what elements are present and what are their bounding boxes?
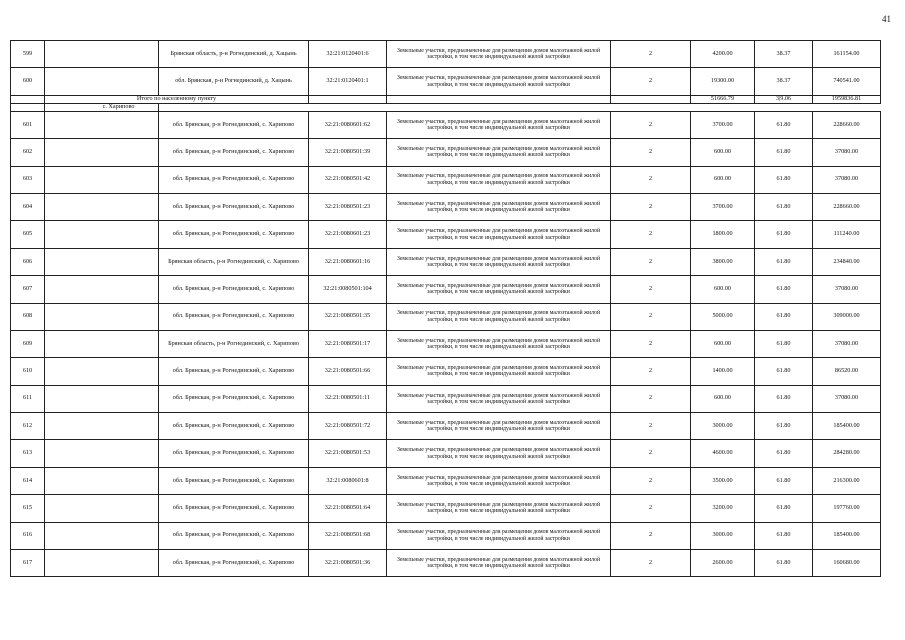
row-area: 1800.00 — [691, 221, 755, 248]
row-category: 2 — [611, 139, 691, 166]
row-address: обл. Брянская, р-н Рогнединский, с. Харипово — [159, 495, 309, 522]
row-blank — [45, 440, 159, 467]
row-area: 3200.00 — [691, 495, 755, 522]
table-row — [11, 303, 881, 330]
row-category: 2 — [611, 550, 691, 577]
row-value: 234840.00 — [813, 248, 881, 275]
row-address: обл. Брянская, р-н Рогнединский, с. Харипово — [159, 111, 309, 138]
row-number: 613 — [11, 440, 45, 467]
row-address: обл. Брянская, р-н Рогнединский, с. Харипово — [159, 550, 309, 577]
row-category: 2 — [611, 221, 691, 248]
row-cadastral-number: 32:21:0080601:23 — [309, 221, 387, 248]
row-value: 309000.00 — [813, 303, 881, 330]
row-purpose: Земельные участки, предназначенные для размещения домов малоэтажной жилой застройки, в том числе индивидуальной жилой застройки — [387, 193, 611, 220]
row-address: обл. Брянская, р-н Рогнединский, с. Харипово — [159, 522, 309, 549]
row-number: 607 — [11, 276, 45, 303]
row-number: 615 — [11, 495, 45, 522]
row-purpose: Земельные участки, предназначенные для размещения домов малоэтажной жилой застройки, в том числе индивидуальной жилой застройки — [387, 111, 611, 138]
row-purpose: Земельные участки, предназначенные для размещения домов малоэтажной жилой застройки, в том числе индивидуальной жилой застройки — [387, 166, 611, 193]
row-blank — [45, 193, 159, 220]
row-address: обл. Брянская, р-н Рогнединский, с. Харипово — [159, 358, 309, 385]
row-value: 740541.00 — [813, 68, 881, 95]
settlement-row — [11, 103, 881, 111]
row-purpose: Земельные участки, предназначенные для размещения домов малоэтажной жилой застройки, в том числе индивидуальной жилой застройки — [387, 248, 611, 275]
row-purpose: Земельные участки, предназначенные для размещения домов малоэтажной жилой застройки, в том числе индивидуальной жилой застройки — [387, 413, 611, 440]
settlement-name: с. Харипово — [45, 103, 159, 111]
row-purpose: Земельные участки, предназначенные для размещения домов малоэтажной жилой застройки, в том числе индивидуальной жилой застройки — [387, 495, 611, 522]
row-purpose: Земельные участки, предназначенные для размещения домов малоэтажной жилой застройки, в том числе индивидуальной жилой застройки — [387, 276, 611, 303]
table-row — [11, 166, 881, 193]
settlement-blank — [11, 103, 45, 111]
table-row — [11, 276, 881, 303]
subtotal-value: 1959836.81 — [813, 95, 881, 103]
row-blank — [45, 522, 159, 549]
row-area: 4200.00 — [691, 41, 755, 68]
row-blank — [45, 111, 159, 138]
row-number: 610 — [11, 358, 45, 385]
row-category: 2 — [611, 330, 691, 357]
row-rate: 61.80 — [755, 166, 813, 193]
row-value: 37080.00 — [813, 139, 881, 166]
row-rate: 38.37 — [755, 41, 813, 68]
row-area: 3800.00 — [691, 248, 755, 275]
row-category: 2 — [611, 495, 691, 522]
table-row — [11, 41, 881, 68]
row-number: 601 — [11, 111, 45, 138]
row-address: обл. Брянская, р-н Рогнединский, с. Харипово — [159, 440, 309, 467]
row-value: 37080.00 — [813, 385, 881, 412]
row-purpose: Земельные участки, предназначенные для размещения домов малоэтажной жилой застройки, в том числе индивидуальной жилой застройки — [387, 221, 611, 248]
row-address: Брянская область, р-н Рогнединский, д. Хацынь — [159, 41, 309, 68]
table-row — [11, 550, 881, 577]
row-area: 19300.00 — [691, 68, 755, 95]
row-area: 3700.00 — [691, 193, 755, 220]
row-address: обл. Брянская, р-н Рогнединский, с. Харипово — [159, 467, 309, 494]
row-area: 600.00 — [691, 385, 755, 412]
row-rate: 61.80 — [755, 467, 813, 494]
row-area: 600.00 — [691, 330, 755, 357]
table-row — [11, 193, 881, 220]
land-cadastral-table — [10, 40, 881, 577]
row-category: 2 — [611, 41, 691, 68]
row-blank — [45, 303, 159, 330]
row-purpose: Земельные участки, предназначенные для размещения домов малоэтажной жилой застройки, в том числе индивидуальной жилой застройки — [387, 385, 611, 412]
row-blank — [45, 166, 159, 193]
row-number: 611 — [11, 385, 45, 412]
row-rate: 61.80 — [755, 522, 813, 549]
table-body-bottom — [11, 111, 881, 577]
row-area: 4600.00 — [691, 440, 755, 467]
row-rate: 61.80 — [755, 139, 813, 166]
row-blank — [45, 276, 159, 303]
row-area: 3000.00 — [691, 522, 755, 549]
subtotal-label: Итого по населенному пункту — [45, 95, 309, 103]
row-blank — [45, 385, 159, 412]
row-cadastral-number: 32:21:0080501:72 — [309, 413, 387, 440]
row-value: 185400.00 — [813, 413, 881, 440]
row-area: 2600.00 — [691, 550, 755, 577]
row-purpose: Земельные участки, предназначенные для размещения домов малоэтажной жилой застройки, в том числе индивидуальной жилой застройки — [387, 467, 611, 494]
row-address: обл. Брянская, р-н Рогнединский, с. Харипово — [159, 276, 309, 303]
subtotal-area: 51666.79 — [691, 95, 755, 103]
row-blank — [45, 495, 159, 522]
row-area: 3500.00 — [691, 467, 755, 494]
row-blank — [45, 358, 159, 385]
row-cadastral-number: 32:21:0120401:6 — [309, 41, 387, 68]
row-number: 605 — [11, 221, 45, 248]
row-address: обл. Брянская, р-н Рогнединский, с. Харипово — [159, 385, 309, 412]
row-cadastral-number: 32:21:0080601:8 — [309, 467, 387, 494]
row-cadastral-number: 32:21:0080601:62 — [309, 111, 387, 138]
row-category: 2 — [611, 303, 691, 330]
row-rate: 38.37 — [755, 68, 813, 95]
row-blank — [45, 221, 159, 248]
row-rate: 61.80 — [755, 550, 813, 577]
row-category: 2 — [611, 385, 691, 412]
table-row — [11, 440, 881, 467]
row-rate: 61.80 — [755, 221, 813, 248]
row-number: 606 — [11, 248, 45, 275]
row-value: 37080.00 — [813, 166, 881, 193]
row-cadastral-number: 32:21:0080501:17 — [309, 330, 387, 357]
row-category: 2 — [611, 522, 691, 549]
row-value: 228660.00 — [813, 193, 881, 220]
row-cadastral-number: 32:21:0080501:39 — [309, 139, 387, 166]
subtotal-rate: 3|9.06 — [755, 95, 813, 103]
row-category: 2 — [611, 68, 691, 95]
row-blank — [45, 413, 159, 440]
row-number: 603 — [11, 166, 45, 193]
row-number: 600 — [11, 68, 45, 95]
subtotal-blank-cat — [611, 95, 691, 103]
row-purpose: Земельные участки, предназначенные для размещения домов малоэтажной жилой застройки, в том числе индивидуальной жилой застройки — [387, 522, 611, 549]
row-address: Брянская область, р-н Рогнединский, с. Харипово — [159, 330, 309, 357]
row-blank — [45, 467, 159, 494]
row-area: 5000.00 — [691, 303, 755, 330]
row-category: 2 — [611, 193, 691, 220]
row-cadastral-number: 32:21:0080501:68 — [309, 522, 387, 549]
row-address: обл. Брянская, р-н Рогнединский, с. Харипово — [159, 193, 309, 220]
row-cadastral-number: 32:21:0080601:16 — [309, 248, 387, 275]
row-rate: 61.80 — [755, 111, 813, 138]
row-rate: 61.80 — [755, 276, 813, 303]
table-row — [11, 358, 881, 385]
row-rate: 61.80 — [755, 358, 813, 385]
row-category: 2 — [611, 358, 691, 385]
row-number: 617 — [11, 550, 45, 577]
row-cadastral-number: 32:21:0120401:1 — [309, 68, 387, 95]
row-category: 2 — [611, 440, 691, 467]
row-value: 37080.00 — [813, 276, 881, 303]
subtotal-blank-cad — [309, 95, 387, 103]
row-value: 86520.00 — [813, 358, 881, 385]
row-blank — [45, 550, 159, 577]
row-value: 228660.00 — [813, 111, 881, 138]
row-cadastral-number: 32:21:0080501:36 — [309, 550, 387, 577]
row-value: 161154.00 — [813, 41, 881, 68]
row-rate: 61.80 — [755, 413, 813, 440]
row-blank — [45, 41, 159, 68]
row-address: обл. Брянская, р-н Рогнединский, с. Харипово — [159, 221, 309, 248]
row-address: обл. Брянская, р-н Рогнединский, с. Харипово — [159, 139, 309, 166]
row-value: 37080.00 — [813, 330, 881, 357]
row-rate: 61.80 — [755, 385, 813, 412]
row-blank — [45, 68, 159, 95]
row-address: Брянская область, р-н Рогнединский, с. Харипово — [159, 248, 309, 275]
table-row — [11, 248, 881, 275]
row-purpose: Земельные участки, предназначенные для размещения домов малоэтажной жилой застройки, в том числе индивидуальной жилой застройки — [387, 41, 611, 68]
row-category: 2 — [611, 276, 691, 303]
row-purpose: Земельные участки, предназначенные для размещения домов малоэтажной жилой застройки, в том числе индивидуальной жилой застройки — [387, 440, 611, 467]
row-category: 2 — [611, 166, 691, 193]
row-blank — [45, 139, 159, 166]
table-row — [11, 385, 881, 412]
row-cadastral-number: 32:21:0080501:23 — [309, 193, 387, 220]
row-cadastral-number: 32:21:0080501:66 — [309, 358, 387, 385]
row-rate: 61.80 — [755, 440, 813, 467]
row-cadastral-number: 32:21:0080501:104 — [309, 276, 387, 303]
table-row — [11, 413, 881, 440]
row-number: 612 — [11, 413, 45, 440]
row-area: 3000.00 — [691, 413, 755, 440]
row-value: 160680.00 — [813, 550, 881, 577]
row-purpose: Земельные участки, предназначенные для размещения домов малоэтажной жилой застройки, в том числе индивидуальной жилой застройки — [387, 139, 611, 166]
page-number: 41 — [882, 14, 891, 24]
table-body-top — [11, 41, 881, 96]
row-area: 600.00 — [691, 166, 755, 193]
row-value: 185400.00 — [813, 522, 881, 549]
row-cadastral-number: 32:21:0080501:64 — [309, 495, 387, 522]
row-blank — [45, 248, 159, 275]
row-number: 599 — [11, 41, 45, 68]
subtotal-blank-purpose — [387, 95, 611, 103]
row-number: 616 — [11, 522, 45, 549]
row-number: 614 — [11, 467, 45, 494]
row-area: 3700.00 — [691, 111, 755, 138]
row-purpose: Земельные участки, предназначенные для размещения домов малоэтажной жилой застройки, в том числе индивидуальной жилой застройки — [387, 358, 611, 385]
table-row — [11, 68, 881, 95]
row-blank — [45, 330, 159, 357]
row-rate: 61.80 — [755, 248, 813, 275]
row-rate: 61.80 — [755, 330, 813, 357]
table-row — [11, 111, 881, 138]
row-area: 1400.00 — [691, 358, 755, 385]
row-address: обл. Брянская, р-н Рогнединский, д. Хацынь — [159, 68, 309, 95]
table-row — [11, 330, 881, 357]
row-category: 2 — [611, 248, 691, 275]
row-cadastral-number: 32:21:0080501:42 — [309, 166, 387, 193]
row-purpose: Земельные участки, предназначенные для размещения домов малоэтажной жилой застройки, в том числе индивидуальной жилой застройки — [387, 303, 611, 330]
row-purpose: Земельные участки, предназначенные для размещения домов малоэтажной жилой застройки, в том числе индивидуальной жилой застройки — [387, 550, 611, 577]
row-address: обл. Брянская, р-н Рогнединский, с. Харипово — [159, 303, 309, 330]
row-cadastral-number: 32:21:0080501:53 — [309, 440, 387, 467]
row-value: 216300.00 — [813, 467, 881, 494]
row-purpose: Земельные участки, предназначенные для размещения домов малоэтажной жилой застройки, в том числе индивидуальной жилой застройки — [387, 68, 611, 95]
row-address: обл. Брянская, р-н Рогнединский, с. Харипово — [159, 166, 309, 193]
subtotal-row — [11, 95, 881, 103]
table-row — [11, 467, 881, 494]
table-row — [11, 139, 881, 166]
row-cadastral-number: 32:21:0080501:11 — [309, 385, 387, 412]
row-rate: 61.80 — [755, 303, 813, 330]
table-row — [11, 221, 881, 248]
subtotal-block — [11, 95, 881, 111]
settlement-spacer — [159, 103, 881, 111]
row-number: 602 — [11, 139, 45, 166]
row-category: 2 — [611, 413, 691, 440]
table-row — [11, 522, 881, 549]
row-category: 2 — [611, 467, 691, 494]
row-number: 604 — [11, 193, 45, 220]
row-value: 111240.00 — [813, 221, 881, 248]
row-purpose: Земельные участки, предназначенные для размещения домов малоэтажной жилой застройки, в том числе индивидуальной жилой застройки — [387, 330, 611, 357]
row-address: обл. Брянская, р-н Рогнединский, с. Харипово — [159, 413, 309, 440]
row-category: 2 — [611, 111, 691, 138]
row-value: 197760.00 — [813, 495, 881, 522]
row-value: 284280.00 — [813, 440, 881, 467]
row-number: 609 — [11, 330, 45, 357]
row-area: 600.00 — [691, 276, 755, 303]
subtotal-blank — [11, 95, 45, 103]
row-rate: 61.80 — [755, 193, 813, 220]
row-cadastral-number: 32:21:0080501:35 — [309, 303, 387, 330]
row-number: 608 — [11, 303, 45, 330]
row-area: 600.00 — [691, 139, 755, 166]
row-rate: 61.80 — [755, 495, 813, 522]
table-row — [11, 495, 881, 522]
